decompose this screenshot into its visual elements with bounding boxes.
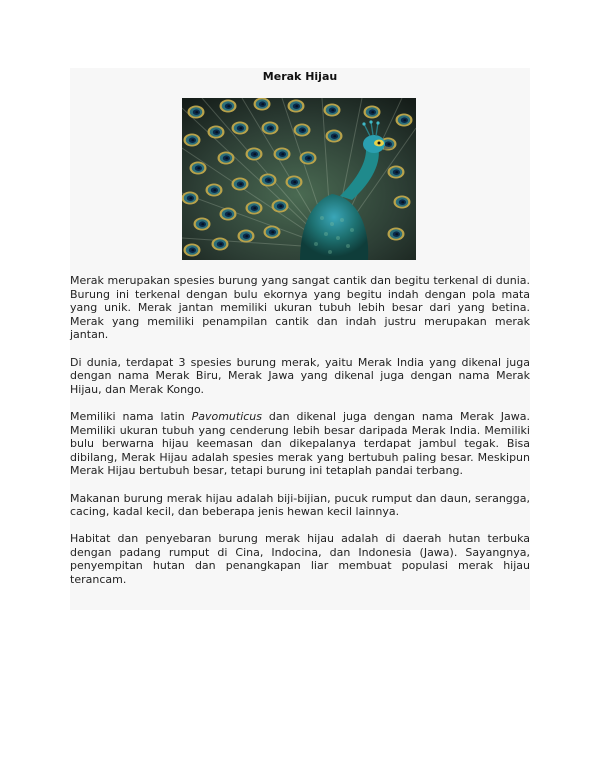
paragraph-species: Di dunia, terdapat 3 spesies burung merak, yaitu Merak India yang dikenal juga dengan nama Merak Biru, Merak Jawa yang dikenal juga dengan nama Merak Hijau, dan Merak Kongo. — [70, 355, 530, 396]
paragraph-description — [70, 410, 530, 478]
paragraph-intro: Merak merupakan spesies burung yang sangat cantik dan begitu terkenal di dunia. Burung ini terkenal dengan bulu ekornya yang begitu indah dengan pola mata yang unik. Merak jantan memiliki ukuran tubuh lebih besar dari yang betina. Merak yang memiliki penampilan cantik dan indah justru merupakan merak jantan. — [70, 274, 530, 342]
paragraph-habitat: Habitat dan penyebaran burung merak hijau adalah di daerah hutan terbuka dengan padang rumput di Cina, Indocina, dan Indonesia (Jawa). Sayangnya, penyempitan hutan dan penangkapan liar membuat populasi merak hijau terancam. — [70, 532, 530, 587]
paragraph-description-before: Memiliki nama latin — [70, 409, 192, 423]
document-title: Merak Hijau — [262, 70, 338, 83]
latin-name: Pavomuticus — [191, 409, 262, 423]
paragraph-description-after: dan dikenal juga dengan nama Merak Jawa. Memiliki ukuran tubuh yang cenderung lebih besar daripada Merak India. Memiliki bulu berwarna hijau keemasan dan dikepalanya terdapat jambul tegak. Bisa dibilang, Merak Hijau adalah spesies merak yang bertubuh paling besar. Meskipun Merak Hijau bertubuh besar, tetapi burung ini tetaplah pandai terbang. — [70, 409, 530, 478]
document-body — [70, 274, 530, 587]
paragraph-food: Makanan burung merak hijau adalah biji-bijian, pucuk rumput dan daun, serangga, cacing, kadal kecil, dan beberapa jenis hewan kecil lainnya. — [70, 491, 530, 519]
peacock-image-drawing — [182, 98, 416, 260]
peacock-photo — [182, 98, 416, 260]
document-content — [70, 68, 530, 610]
